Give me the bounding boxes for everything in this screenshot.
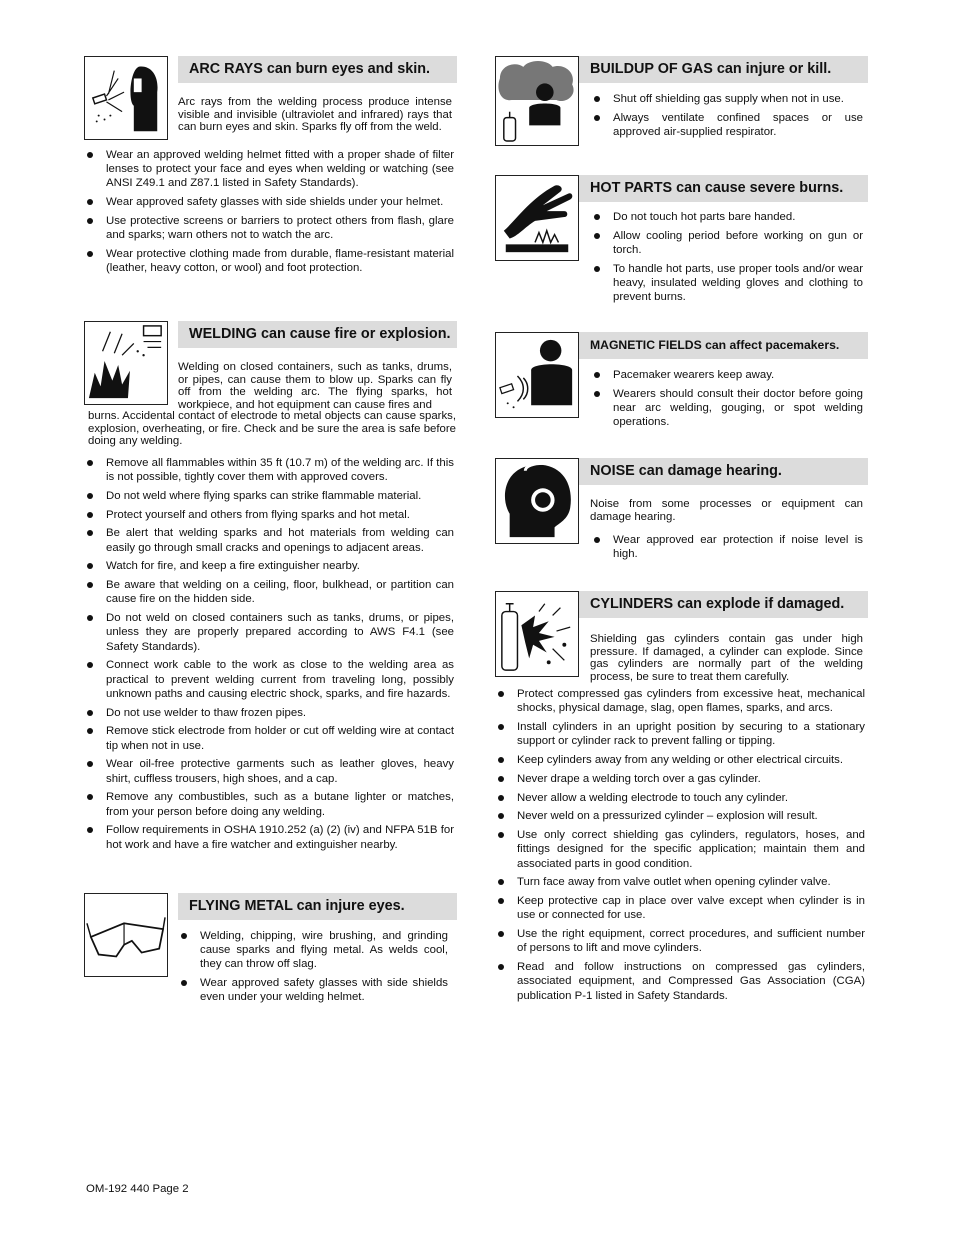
list-item: Protect yourself and others from flying sparks and hot metal. bbox=[84, 508, 454, 522]
list-item: Use the right equipment, correct procedures, and sufficient number of persons to lift and move cylinders. bbox=[495, 927, 865, 955]
hot-parts-title: HOT PARTS can cause severe burns. bbox=[579, 175, 868, 202]
cylinder-explosion-icon bbox=[495, 591, 579, 677]
page-footer: OM-192 440 Page 2 bbox=[86, 1183, 189, 1195]
list-item: Do not use welder to thaw frozen pipes. bbox=[84, 706, 454, 720]
arc-rays-title: ARC RAYS can burn eyes and skin. bbox=[178, 56, 457, 83]
list-item: Use only correct shielding gas cylinders, regulators, hoses, and fittings designed for the specific application; maintain them and associated parts in good condition. bbox=[495, 828, 865, 871]
list-item: Be alert that welding sparks and hot materials from welding can easily go through small cracks and openings to adjacent areas. bbox=[84, 526, 454, 554]
list-item: Wear approved ear protection if noise level is high. bbox=[591, 533, 863, 561]
list-item: Wear oil-free protective garments such as leather gloves, heavy shirt, cuffless trousers, high shoes, and a cap. bbox=[84, 757, 454, 785]
flying-metal-title: FLYING METAL can injure eyes. bbox=[178, 893, 457, 920]
gas-buildup-list bbox=[591, 92, 863, 144]
list-item: Wear an approved welding helmet fitted with a proper shade of filter lenses to protect your face and eyes when welding or watching (see ANSI Z49.1 and Z87.1 listed in Safety Standards). bbox=[84, 148, 454, 191]
arc-rays-intro: Arc rays from the welding process produce intense visible and invisible (ultraviolet and infrared) rays that can burn eyes and skin. Sparks fly off from the weld. bbox=[178, 96, 452, 134]
arc-rays-section bbox=[84, 56, 457, 280]
hot-parts-list bbox=[591, 210, 863, 309]
list-item: Watch for fire, and keep a fire extinguisher nearby. bbox=[84, 559, 454, 573]
safety-glasses-icon bbox=[84, 893, 168, 977]
ear-protection-icon bbox=[495, 458, 579, 544]
list-item: Do not weld where flying sparks can strike flammable material. bbox=[84, 489, 454, 503]
welding-fire-section bbox=[84, 321, 457, 856]
list-item: Follow requirements in OSHA 1910.252 (a) (2) (iv) and NFPA 51B for hot work and have a fire watcher and extinguisher nearby. bbox=[84, 823, 454, 851]
list-item: Install cylinders in an upright position by securing to a stationary support or cylinder rack to prevent falling or tipping. bbox=[495, 720, 865, 748]
list-item: Do not touch hot parts bare handed. bbox=[591, 210, 863, 224]
gas-buildup-title: BUILDUP OF GAS can injure or kill. bbox=[579, 56, 868, 83]
list-item: Always ventilate confined spaces or use approved air-supplied respirator. bbox=[591, 111, 863, 139]
list-item: Wear approved safety glasses with side shields even under your welding helmet. bbox=[178, 976, 448, 1004]
list-item: Keep cylinders away from any welding or other electrical circuits. bbox=[495, 753, 865, 767]
pacemaker-magnetic-icon bbox=[495, 332, 579, 418]
welder-helmet-icon bbox=[84, 56, 168, 140]
cylinders-title: CYLINDERS can explode if damaged. bbox=[579, 591, 868, 618]
noise-title: NOISE can damage hearing. bbox=[579, 458, 868, 485]
welding-fire-intro-cont: burns. Accidental contact of electrode to metal objects can cause sparks, explosion, overheating, or fire. Check and be sure the area is safe before doing any welding. bbox=[88, 410, 456, 448]
list-item: Use protective screens or barriers to protect others from flash, glare and sparks; warn others not to watch the arc. bbox=[84, 214, 454, 242]
welding-fire-intro: Welding on closed containers, such as tanks, drums, or pipes, can cause them to blow up. Sparks can fly off from the welding arc. The flying sparks, hot workpiece, and hot equipment can cause fires and bbox=[178, 361, 452, 411]
list-item: Protect compressed gas cylinders from excessive heat, mechanical shocks, physical damage, slag, open flames, sparks, and arcs. bbox=[495, 687, 865, 715]
list-item: Wear protective clothing made from durable, flame-resistant material (leather, heavy cotton, or wool) and foot protection. bbox=[84, 247, 454, 275]
list-item: Wear approved safety glasses with side shields under your helmet. bbox=[84, 195, 454, 209]
arc-rays-list bbox=[84, 148, 454, 275]
flying-metal-list bbox=[178, 929, 448, 1009]
list-item: Pacemaker wearers keep away. bbox=[591, 368, 863, 382]
magnetic-title: MAGNETIC FIELDS can affect pacemakers. bbox=[579, 332, 868, 359]
welding-fire-title: WELDING can cause fire or explosion. bbox=[178, 321, 457, 348]
cylinders-section bbox=[495, 591, 868, 1007]
list-item: Do not weld on closed containers such as tanks, drums, or pipes, unless they are properly prepared according to AWS F4.1 (see Safety Standards). bbox=[84, 611, 454, 654]
list-item: Turn face away from valve outlet when opening cylinder valve. bbox=[495, 875, 865, 889]
welding-fire-list bbox=[84, 456, 454, 852]
list-item: Never allow a welding electrode to touch any cylinder. bbox=[495, 791, 865, 805]
list-item: Remove any combustibles, such as a butane lighter or matches, from your person before doing any welding. bbox=[84, 790, 454, 818]
list-item: To handle hot parts, use proper tools and/or wear heavy, insulated welding gloves and clothing to prevent burns. bbox=[591, 262, 863, 305]
list-item: Keep protective cap in place over valve except when cylinder is in use or connected for use. bbox=[495, 894, 865, 922]
cylinders-intro: Shielding gas cylinders contain gas under high pressure. If damaged, a cylinder can explode. Since gas cylinders are normally part of the welding process, be sure to treat them carefully. bbox=[590, 633, 863, 683]
list-item: Shut off shielding gas supply when not in use. bbox=[591, 92, 863, 106]
hand-hot-surface-icon bbox=[495, 175, 579, 261]
noise-intro: Noise from some processes or equipment can damage hearing. bbox=[590, 498, 863, 523]
list-item: Connect work cable to the work as close to the welding area as practical to prevent welding current from traveling long, possibly unknown paths and causing electric shock, sparks, and fire hazards. bbox=[84, 658, 454, 701]
cylinders-list bbox=[495, 687, 865, 1003]
list-item: Wearers should consult their doctor before going near arc welding, gouging, or spot welding operations. bbox=[591, 387, 863, 430]
list-item: Be aware that welding on a ceiling, floor, bulkhead, or partition can cause fire on the hidden side. bbox=[84, 578, 454, 606]
list-item: Allow cooling period before working on gun or torch. bbox=[591, 229, 863, 257]
list-item: Never drape a welding torch over a gas cylinder. bbox=[495, 772, 865, 786]
list-item: Remove stick electrode from holder or cut off welding wire at contact tip when not in use. bbox=[84, 724, 454, 752]
list-item: Read and follow instructions on compressed gas cylinders, associated equipment, and Compressed Gas Association (CGA) publication P-1 listed in Safety Standards. bbox=[495, 960, 865, 1003]
list-item: Welding, chipping, wire brushing, and grinding cause sparks and flying metal. As welds cool, they can throw off slag. bbox=[178, 929, 448, 972]
explosion-icon bbox=[84, 321, 168, 405]
list-item: Remove all flammables within 35 ft (10.7 m) of the welding arc. If this is not possible, tightly cover them with approved covers. bbox=[84, 456, 454, 484]
noise-list bbox=[591, 533, 863, 566]
magnetic-list bbox=[591, 368, 863, 434]
list-item: Never weld on a pressurized cylinder – explosion will result. bbox=[495, 809, 865, 823]
gas-cloud-person-icon bbox=[495, 56, 579, 146]
